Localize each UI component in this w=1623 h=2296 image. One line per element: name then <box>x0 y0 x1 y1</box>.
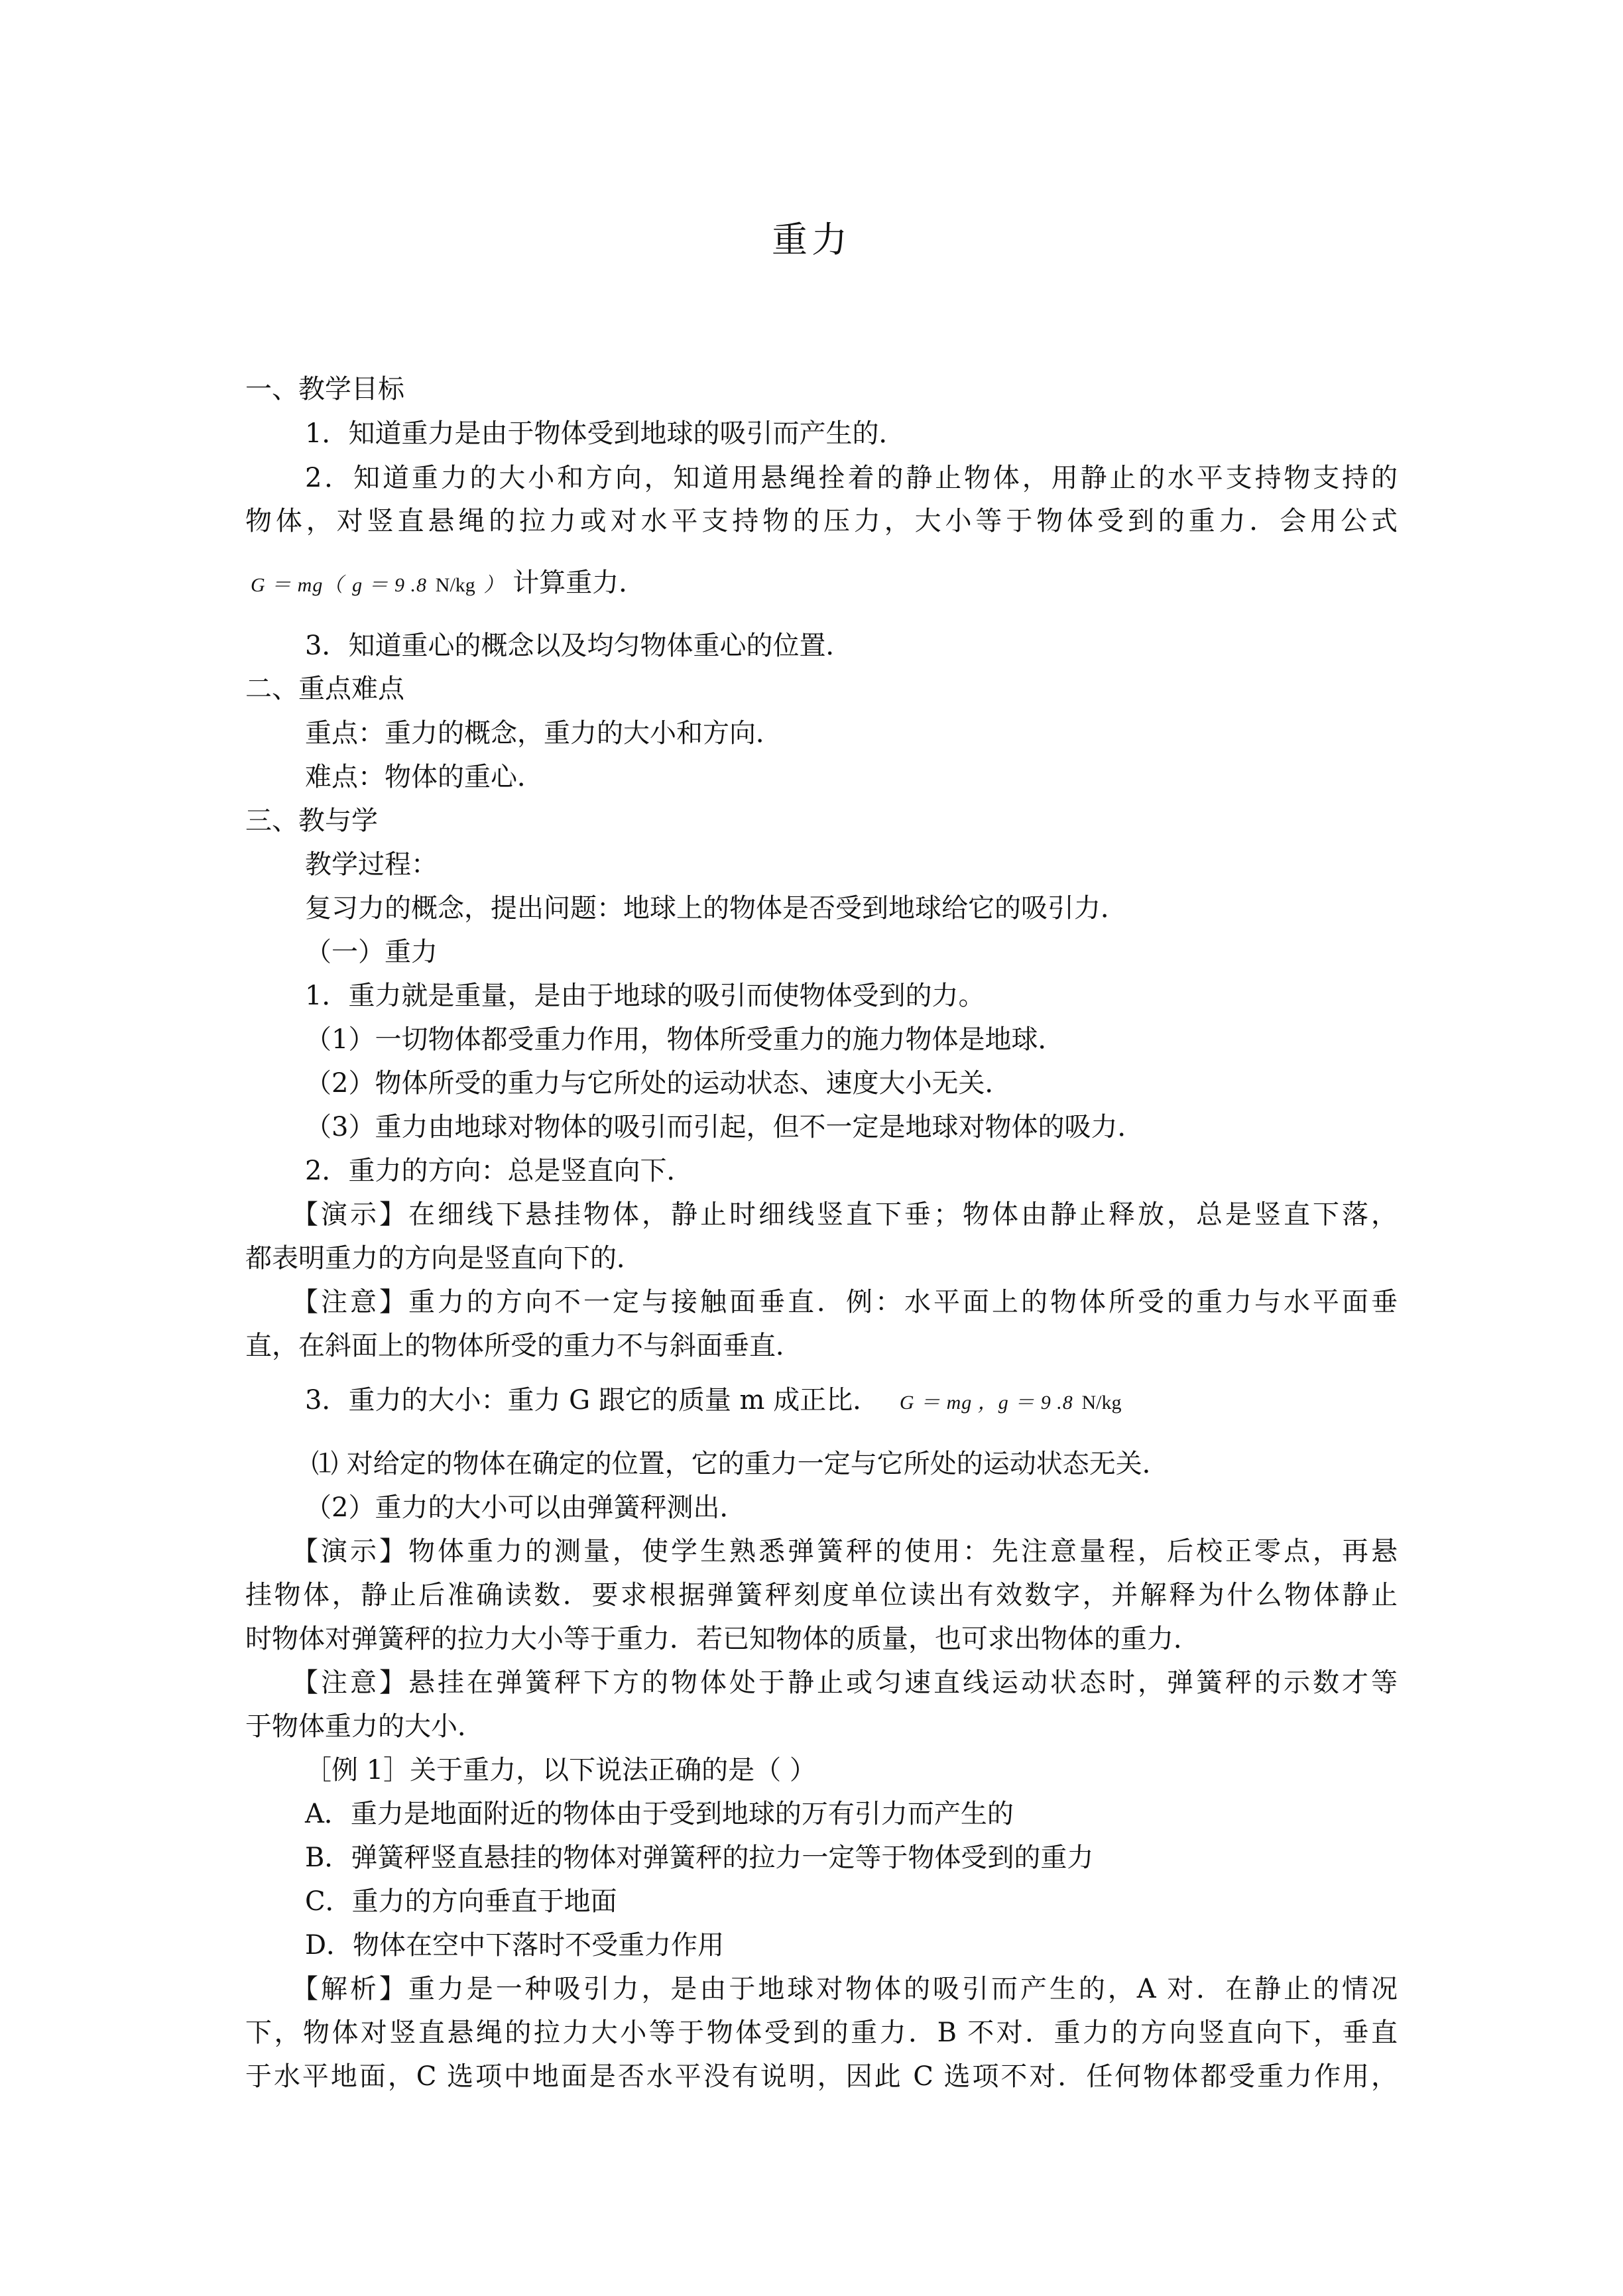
example-1-option-a: A．重力是地面附近的物体由于受到地球的万有引力而产生的 <box>305 1799 1014 1829</box>
demo-1-line-1: 【演示】在细线下悬挂物体，静止时细线竖直下垂；物体由静止释放，总是竖直下落， <box>292 1199 1398 1230</box>
example-1-option-d: D．物体在空中下落时不受重力作用 <box>305 1930 725 1961</box>
review-question: 复习力的概念，提出问题：地球上的物体是否受到地球给它的吸引力． <box>305 893 1127 924</box>
gravity-point-3-text: 3．重力的大小：重力 G 跟它的质量 m 成正比． <box>305 1385 880 1416</box>
objective-2-formula-line <box>251 565 1398 603</box>
note-2-line-2: 于物体重力的大小． <box>245 1711 484 1742</box>
analysis-line-2: 下，物体对竖直悬绳的拉力大小等于物体受到的重力．B 不对．重力的方向竖直向下，垂直 <box>245 2018 1398 2048</box>
example-1-option-b: B．弹簧秤竖直悬挂的物体对弹簧秤的拉力一定等于物体受到的重力 <box>305 1843 1094 1873</box>
objective-3: 3．知道重心的概念以及均匀物体重心的位置． <box>305 631 853 661</box>
key-point: 重点：重力的概念，重力的大小和方向． <box>305 718 782 749</box>
demo-2-line-1: 【演示】物体重力的测量，使学生熟悉弹簧秤的使用：先注意量程，后校正零点，再悬 <box>292 1536 1398 1567</box>
note-1-line-1: 【注意】重力的方向不一定与接触面垂直．例：水平面上的物体所受的重力与水平面垂 <box>292 1287 1398 1317</box>
formula-g-value: g ＝ 9 .8 <box>352 574 428 596</box>
teaching-process: 教学过程： <box>305 849 438 880</box>
page-title: 重力 <box>772 219 851 261</box>
gravity-point-1-3: （3）重力由地球对物体的吸引而引起，但不一定是地球对物体的吸力． <box>305 1112 1144 1142</box>
objective-1: 1．知道重力是由于物体受到地球的吸引而产生的． <box>305 418 906 449</box>
example-1-question: ［例 1］关于重力，以下说法正确的是（ ） <box>305 1755 816 1785</box>
gravity-point-1: 1．重力就是重量，是由于地球的吸引而使物体受到的力。 <box>305 981 985 1011</box>
note-2-line-1: 【注意】悬挂在弹簧秤下方的物体处于静止或匀速直线运动状态时，弹簧秤的示数才等 <box>292 1667 1398 1698</box>
gravity-point-3-formula: G ＝ mg ，g ＝ 9 .8 <box>899 1392 1073 1414</box>
section-heading-objectives: 一、教学目标 <box>245 374 404 404</box>
difficult-point: 难点：物体的重心． <box>305 762 544 792</box>
gravity-point-3-1: ⑴ 对给定的物体在确定的位置，它的重力一定与它所处的运动状态无关． <box>312 1449 1169 1479</box>
gravity-point-1-1: （1）一切物体都受重力作用，物体所受重力的施力物体是地球． <box>305 1024 1065 1055</box>
demo-1-line-2: 都表明重力的方向是竖直向下的． <box>245 1243 643 1274</box>
demo-2-line-3: 时物体对弹簧秤的拉力大小等于重力．若已知物体的质量，也可求出物体的重力． <box>245 1624 1200 1654</box>
objective-2-line-2: 物体，对竖直悬绳的拉力或对水平支持物的压力，大小等于物体受到的重力．会用公式 <box>245 506 1398 536</box>
analysis-line-1: 【解析】重力是一种吸引力，是由于地球对物体的吸引而产生的，A 对．在静止的情况 <box>292 1974 1398 2004</box>
formula-unit: N/kg <box>435 574 475 596</box>
demo-2-line-2: 挂物体，静止后准确读数．要求根据弹簧秤刻度单位读出有效数字，并解释为什么物体静止 <box>245 1580 1398 1610</box>
subsection-gravity: （一）重力 <box>305 937 438 967</box>
gravity-point-3-unit: N/kg <box>1081 1392 1122 1414</box>
formula-g-mg: G ＝ mg（ <box>251 574 344 596</box>
gravity-point-1-2: （2）物体所受的重力与它所处的运动状态、速度大小无关． <box>305 1068 1012 1099</box>
section-heading-key-points: 二、重点难点 <box>245 674 404 704</box>
objective-2-line-1: 2．知道重力的大小和方向，知道用悬绳拴着的静止物体，用静止的水平支持物支持的 <box>305 463 1398 493</box>
note-1-line-2: 直，在斜面上的物体所受的重力不与斜面垂直． <box>245 1331 802 1361</box>
section-heading-teaching: 三、教与学 <box>245 806 378 836</box>
gravity-point-3-2: （2）重力的大小可以由弹簧秤测出． <box>305 1492 747 1523</box>
formula-close-paren: ） <box>483 574 505 596</box>
gravity-point-3 <box>305 1382 1398 1421</box>
gravity-point-2: 2．重力的方向：总是竖直向下． <box>305 1156 693 1186</box>
analysis-line-3: 于水平地面，C 选项中地面是否水平没有说明，因此 C 选项不对．任何物体都受重力作用， <box>245 2061 1398 2092</box>
formula-trailing-text: 计算重力． <box>512 568 646 598</box>
example-1-option-c: C．重力的方向垂直于地面 <box>305 1886 617 1917</box>
